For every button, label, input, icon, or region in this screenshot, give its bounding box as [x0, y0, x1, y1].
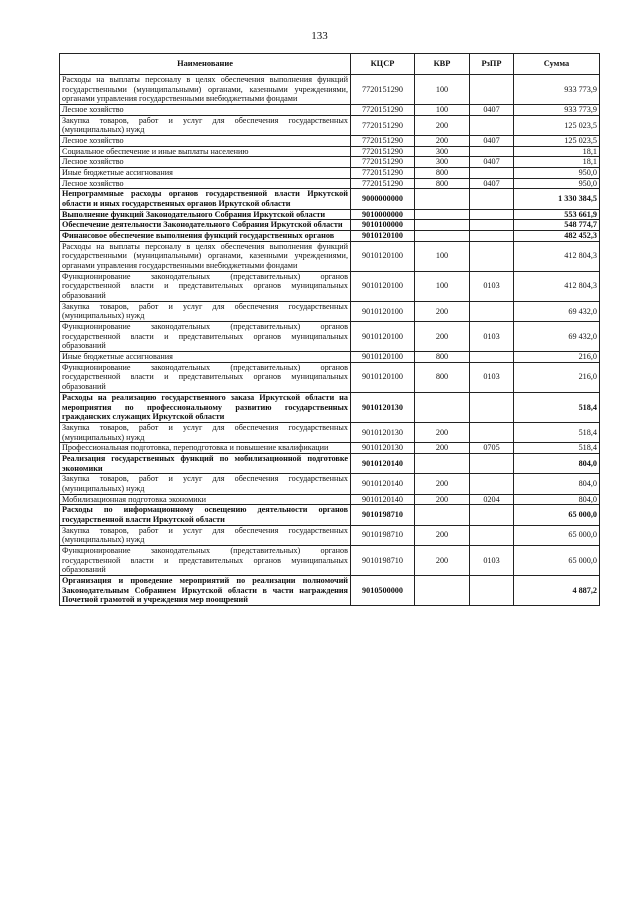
cell-rzpr [470, 392, 514, 422]
page-number: 133 [311, 30, 328, 42]
cell-name: Обеспечение деятельности Законодательного Собрания Иркутской области [60, 220, 351, 231]
cell-name: Выполнение функций Законодательного Собрания Иркутской области [60, 209, 351, 220]
cell-rzpr: 0705 [470, 443, 514, 454]
cell-rzpr: 0407 [470, 178, 514, 189]
cell-sum: 216,0 [514, 362, 600, 392]
cell-kvr [415, 220, 470, 231]
cell-kcsr: 9010000000 [351, 209, 415, 220]
cell-kcsr: 9010120140 [351, 474, 415, 494]
table-header [60, 54, 600, 75]
table-row [60, 352, 600, 363]
cell-name: Иные бюджетные ассигнования [60, 352, 351, 363]
table-row [60, 75, 600, 105]
cell-kvr: 800 [415, 168, 470, 179]
cell-kvr [415, 453, 470, 473]
cell-rzpr [470, 422, 514, 442]
cell-kvr: 100 [415, 241, 470, 271]
cell-name: Закупка товаров, работ и услуг для обеспечения государственных (муниципальных) нужд [60, 474, 351, 494]
cell-name: Функционирование законодательных (представительных) органов государственной власти и представительных органов муниципальных образований [60, 362, 351, 392]
cell-kcsr: 9010120100 [351, 352, 415, 363]
cell-name: Функционирование законодательных (представительных) органов государственной власти и представительных органов муниципальных образований [60, 322, 351, 352]
cell-kvr: 800 [415, 352, 470, 363]
cell-kcsr: 9010198710 [351, 505, 415, 525]
cell-rzpr: 0407 [470, 157, 514, 168]
cell-rzpr [470, 146, 514, 157]
cell-kcsr: 9010120130 [351, 392, 415, 422]
cell-kcsr: 9010120100 [351, 301, 415, 321]
cell-sum: 18,1 [514, 157, 600, 168]
cell-sum: 4 887,2 [514, 575, 600, 605]
cell-sum: 412 804,3 [514, 271, 600, 301]
cell-name: Расходы на реализацию государственного заказа Иркутской области на мероприятия по профессиональному развитию государственных гражданских служащих Иркутской области [60, 392, 351, 422]
cell-kcsr: 7720151290 [351, 136, 415, 147]
cell-sum: 216,0 [514, 352, 600, 363]
cell-rzpr [470, 241, 514, 271]
table-row [60, 453, 600, 473]
cell-kvr: 200 [415, 443, 470, 454]
cell-sum: 18,1 [514, 146, 600, 157]
cell-rzpr [470, 115, 514, 135]
budget-table [59, 53, 600, 606]
cell-sum: 548 774,7 [514, 220, 600, 231]
cell-sum: 412 804,3 [514, 241, 600, 271]
cell-name: Функционирование законодательных (представительных) органов государственной власти и представительных органов муниципальных образований [60, 545, 351, 575]
table-row [60, 443, 600, 454]
table-row [60, 494, 600, 505]
cell-kcsr: 9010120100 [351, 241, 415, 271]
cell-kvr [415, 392, 470, 422]
cell-sum: 933 773,9 [514, 105, 600, 116]
cell-name: Закупка товаров, работ и услуг для обеспечения государственных (муниципальных) нужд [60, 525, 351, 545]
cell-kcsr: 9010120100 [351, 322, 415, 352]
cell-rzpr [470, 220, 514, 231]
cell-kvr: 200 [415, 322, 470, 352]
cell-rzpr [470, 505, 514, 525]
cell-name: Организация и проведение мероприятий по реализации полномочий Законодательным Собранием Иркутской области в части награждения Почетной грамотой и учреждения мер поощрений [60, 575, 351, 605]
table-row [60, 231, 600, 242]
cell-rzpr: 0204 [470, 494, 514, 505]
cell-rzpr [470, 75, 514, 105]
cell-kcsr: 9010120140 [351, 494, 415, 505]
table-row [60, 362, 600, 392]
cell-kvr: 300 [415, 146, 470, 157]
table-row [60, 392, 600, 422]
cell-kvr: 200 [415, 136, 470, 147]
cell-sum: 69 432,0 [514, 322, 600, 352]
cell-name: Закупка товаров, работ и услуг для обеспечения государственных (муниципальных) нужд [60, 422, 351, 442]
cell-name: Расходы на выплаты персоналу в целях обеспечения выполнения функций государственными (муниципальными) органами, казенными учреждениями, органами управления государственными внебюджетными фондами [60, 75, 351, 105]
cell-sum: 65 000,0 [514, 505, 600, 525]
table-row [60, 220, 600, 231]
cell-rzpr [470, 525, 514, 545]
cell-sum: 125 023,5 [514, 115, 600, 135]
cell-kcsr: 7720151290 [351, 168, 415, 179]
cell-kcsr: 9010120140 [351, 453, 415, 473]
cell-rzpr: 0103 [470, 545, 514, 575]
cell-rzpr [470, 168, 514, 179]
table-row [60, 241, 600, 271]
cell-kvr: 300 [415, 157, 470, 168]
cell-name: Непрограммные расходы органов государственной власти Иркутской области и иных государственных органов Иркутской области [60, 189, 351, 209]
cell-kcsr: 9000000000 [351, 189, 415, 209]
cell-kcsr: 9010100000 [351, 220, 415, 231]
table-row [60, 136, 600, 147]
cell-sum: 125 023,5 [514, 136, 600, 147]
cell-name: Лесное хозяйство [60, 105, 351, 116]
cell-kcsr: 9010500000 [351, 575, 415, 605]
table-row [60, 474, 600, 494]
cell-sum: 482 452,3 [514, 231, 600, 242]
cell-kvr: 200 [415, 301, 470, 321]
cell-rzpr: 0407 [470, 105, 514, 116]
cell-sum: 950,0 [514, 178, 600, 189]
table-row [60, 575, 600, 605]
header-kcsr: КЦСР [351, 54, 415, 75]
cell-name: Лесное хозяйство [60, 136, 351, 147]
header-sum: Сумма [514, 54, 600, 75]
table-row [60, 157, 600, 168]
cell-rzpr: 0103 [470, 362, 514, 392]
cell-sum: 553 661,9 [514, 209, 600, 220]
cell-rzpr [470, 352, 514, 363]
cell-name: Расходы на выплаты персоналу в целях обеспечения выполнения функций государственными (муниципальными) органами, казенными учреждениями, органами управления государственными внебюджетными фондами [60, 241, 351, 271]
cell-sum: 804,0 [514, 453, 600, 473]
table-row [60, 115, 600, 135]
cell-name: Функционирование законодательных (представительных) органов государственной власти и представительных органов муниципальных образований [60, 271, 351, 301]
cell-kcsr: 9010120130 [351, 422, 415, 442]
cell-kvr: 800 [415, 178, 470, 189]
cell-kvr: 100 [415, 271, 470, 301]
cell-rzpr [470, 474, 514, 494]
table-row [60, 105, 600, 116]
cell-sum: 933 773,9 [514, 75, 600, 105]
cell-sum: 518,4 [514, 422, 600, 442]
cell-name: Социальное обеспечение и иные выплаты населению [60, 146, 351, 157]
table-body [60, 75, 600, 606]
cell-sum: 950,0 [514, 168, 600, 179]
cell-rzpr: 0407 [470, 136, 514, 147]
table-row [60, 322, 600, 352]
cell-rzpr [470, 189, 514, 209]
cell-kvr: 100 [415, 75, 470, 105]
cell-kvr: 800 [415, 362, 470, 392]
cell-kcsr: 7720151290 [351, 178, 415, 189]
cell-rzpr: 0103 [470, 322, 514, 352]
cell-kcsr: 9010198710 [351, 545, 415, 575]
table-row [60, 301, 600, 321]
cell-kcsr: 7720151290 [351, 157, 415, 168]
cell-kvr: 200 [415, 494, 470, 505]
cell-kvr [415, 189, 470, 209]
table-row [60, 545, 600, 575]
cell-name: Профессиональная подготовка, переподготовка и повышение квалификации [60, 443, 351, 454]
cell-kvr: 200 [415, 474, 470, 494]
cell-kvr [415, 209, 470, 220]
cell-name: Иные бюджетные ассигнования [60, 168, 351, 179]
cell-sum: 65 000,0 [514, 525, 600, 545]
cell-name: Мобилизационная подготовка экономики [60, 494, 351, 505]
cell-kcsr: 7720151290 [351, 146, 415, 157]
table-row [60, 168, 600, 179]
cell-kvr: 200 [415, 545, 470, 575]
cell-sum: 65 000,0 [514, 545, 600, 575]
cell-rzpr [470, 301, 514, 321]
table-row [60, 146, 600, 157]
cell-kcsr: 9010120100 [351, 271, 415, 301]
table-row [60, 505, 600, 525]
cell-name: Закупка товаров, работ и услуг для обеспечения государственных (муниципальных) нужд [60, 301, 351, 321]
table-row [60, 271, 600, 301]
cell-rzpr [470, 575, 514, 605]
cell-kcsr: 9010120130 [351, 443, 415, 454]
cell-sum: 518,4 [514, 392, 600, 422]
cell-kvr [415, 231, 470, 242]
cell-kvr: 200 [415, 422, 470, 442]
cell-kcsr: 9010120100 [351, 231, 415, 242]
cell-kcsr: 7720151290 [351, 105, 415, 116]
cell-kvr: 100 [415, 105, 470, 116]
cell-name: Реализация государственных функций по мобилизационной подготовке экономики [60, 453, 351, 473]
cell-rzpr [470, 231, 514, 242]
cell-kvr: 200 [415, 115, 470, 135]
table-row [60, 422, 600, 442]
table-row [60, 209, 600, 220]
cell-name: Финансовое обеспечение выполнения функций государственных органов [60, 231, 351, 242]
cell-sum: 69 432,0 [514, 301, 600, 321]
header-rzpr: РзПР [470, 54, 514, 75]
cell-rzpr [470, 209, 514, 220]
cell-rzpr: 0103 [470, 271, 514, 301]
cell-sum: 804,0 [514, 494, 600, 505]
cell-name: Закупка товаров, работ и услуг для обеспечения государственных (муниципальных) нужд [60, 115, 351, 135]
cell-name: Лесное хозяйство [60, 178, 351, 189]
cell-name: Лесное хозяйство [60, 157, 351, 168]
header-name: Наименование [60, 54, 351, 75]
table-row [60, 189, 600, 209]
table-row [60, 178, 600, 189]
cell-kcsr: 9010120100 [351, 362, 415, 392]
cell-kcsr: 9010198710 [351, 525, 415, 545]
cell-sum: 518,4 [514, 443, 600, 454]
cell-kcsr: 7720151290 [351, 75, 415, 105]
cell-sum: 1 330 384,5 [514, 189, 600, 209]
cell-kvr [415, 575, 470, 605]
cell-kvr: 200 [415, 525, 470, 545]
cell-kcsr: 7720151290 [351, 115, 415, 135]
cell-kvr [415, 505, 470, 525]
table-row [60, 525, 600, 545]
cell-rzpr [470, 453, 514, 473]
cell-sum: 804,0 [514, 474, 600, 494]
header-kvr: КВР [415, 54, 470, 75]
cell-name: Расходы по информационному освещению деятельности органов государственной власти Иркутской области [60, 505, 351, 525]
